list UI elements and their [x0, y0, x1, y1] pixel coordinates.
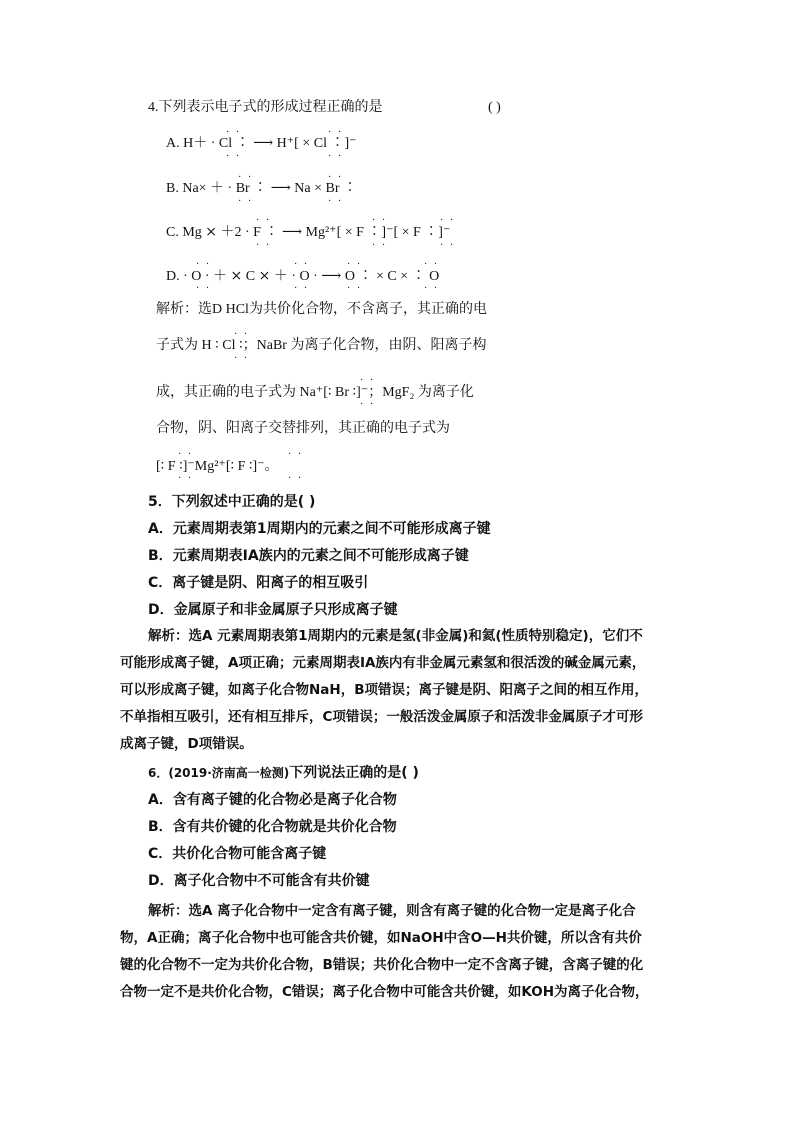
q6-analysis-line: 解析：选A 离子化合物中一定含有离子键，则含有离子键的化合物一定是离子化合	[148, 903, 636, 919]
q4-analysis-line: 子式为 H ∶ Cl ∶；NaBr 为离子化合物，由阴、阳离子构	[156, 338, 487, 353]
q5-stem: 5．下列叙述中正确的是( )	[148, 494, 316, 510]
q5-option-a: A．元素周期表第1周期内的元素之间不可能形成离子键	[148, 521, 491, 537]
electron-dots: · ·	[328, 196, 344, 207]
electron-dots: · ·	[196, 259, 212, 270]
q5-option-d: D．金属原子和非金属原子只形成离子键	[148, 602, 398, 618]
electron-dots: · ·	[372, 240, 388, 251]
electron-dots: · ·	[288, 473, 304, 484]
q5-analysis-line: 成离子键，D项错误。	[120, 736, 253, 752]
q4-stem: 4.下列表示电子式的形成过程正确的是	[148, 100, 383, 115]
q4-option-a: A. H＋ · Cl ∶ ⟶ H⁺[ × Cl ∶]⁻	[166, 136, 357, 151]
q6-stem-text: 下列说法正确的是( )	[289, 765, 419, 781]
q4-option-d: D. · O · ＋ ⨯ C ⨯ ＋ · O · ⟶ O ∶ × C × ∶ O	[166, 269, 440, 284]
q6-option-c: C．共价化合物可能含离子键	[148, 846, 327, 862]
electron-dots: · ·	[328, 151, 344, 162]
electron-dots: · ·	[196, 283, 212, 294]
q6-option-a: A．含有离子键的化合物必是离子化合物	[148, 792, 397, 808]
q6-analysis-line: 合物一定不是共价化合物，C错误；离子化合物中可能含共价键，如KOH为离子化合物，	[120, 984, 649, 1000]
q4-analysis-line: 合物，阴、阳离子交替排列，其正确的电子式为	[156, 421, 450, 436]
electron-dots: · ·	[440, 215, 456, 226]
q5-analysis-line: 解析：选A 元素周期表第1周期内的元素是氢(非金属)和氦(性质特别稳定)，它们不	[148, 628, 643, 644]
q5-analysis-line: 可能形成离子键，A项正确；元素周期表ⅠA族内有非金属元素氢和很活泼的碱金属元素，	[120, 655, 646, 671]
electron-dots: · ·	[347, 283, 363, 294]
q4-option-b: B. Na× ＋ · Br ∶ ⟶ Na × Br ∶	[166, 181, 358, 196]
electron-dots: · ·	[424, 283, 440, 294]
electron-dots: · ·	[226, 127, 242, 138]
electron-dots: · ·	[178, 449, 194, 460]
q5-option-b: B．元素周期表ⅠA族内的元素之间不可能形成离子键	[148, 548, 469, 564]
q6-option-b: B．含有共价键的化合物就是共价化合物	[148, 819, 397, 835]
electron-dots: · ·	[440, 240, 456, 251]
q4-analysis-line: 解析：选D HCl为共价化合物，不含离子，其正确的电	[156, 302, 487, 317]
electron-dots: · ·	[178, 473, 194, 484]
electron-dots: · ·	[256, 215, 272, 226]
electron-dots: · ·	[328, 172, 344, 183]
electron-dots: · ·	[294, 259, 310, 270]
q5-option-c: C．离子键是阴、阳离子的相互吸引	[148, 575, 369, 591]
q6-source: 6．(2019·济南高一检测)	[148, 766, 290, 780]
q6-analysis-line: 物，A正确；离子化合物中也可能含共价键，如NaOH中含O—H共价键，所以含有共价	[120, 930, 642, 946]
electron-dots: · ·	[238, 172, 254, 183]
electron-dots: · ·	[360, 375, 376, 386]
electron-dots: · ·	[360, 399, 376, 410]
q6-analysis-line: 键的化合物不一定为共价化合物，B错误；共价化合物中一定不含离子键，含离子键的化	[120, 957, 644, 973]
electron-dots: · ·	[256, 240, 272, 251]
electron-dots: · ·	[294, 283, 310, 294]
electron-dots: · ·	[328, 127, 344, 138]
electron-dots: · ·	[347, 259, 363, 270]
q4-analysis-line: [∶ F ∶]⁻Mg²⁺[∶ F ∶]⁻。	[156, 459, 279, 474]
electron-dots: · ·	[424, 259, 440, 270]
electron-dots: · ·	[234, 329, 250, 340]
q4-analysis-line: 成，其正确的电子式为 Na⁺[∶ Br ∶]⁻；MgF₂ 为离子化	[156, 385, 474, 400]
q6-stem	[148, 766, 419, 780]
electron-dots: · ·	[372, 215, 388, 226]
q4-answer-paren: ( )	[488, 100, 501, 115]
electron-dots: · ·	[234, 353, 250, 364]
electron-dots: · ·	[288, 449, 304, 460]
electron-dots: · ·	[238, 196, 254, 207]
q5-analysis-line: 可以形成离子键，如离子化合物NaH，B项错误；离子键是阴、阳离子之间的相互作用，	[120, 682, 648, 698]
q6-option-d: D．离子化合物中不可能含有共价键	[148, 873, 370, 889]
electron-dots: · ·	[226, 151, 242, 162]
q4-option-c: C. Mg ⨯ ＋2 · F ∶ ⟶ Mg²⁺[ × F ∶]⁻[ × F ∶]⁻	[166, 225, 451, 240]
q5-analysis-line: 不单指相互吸引，还有相互排斥，C项错误；一般活泼金属原子和活泼非金属原子才可形	[120, 709, 643, 725]
